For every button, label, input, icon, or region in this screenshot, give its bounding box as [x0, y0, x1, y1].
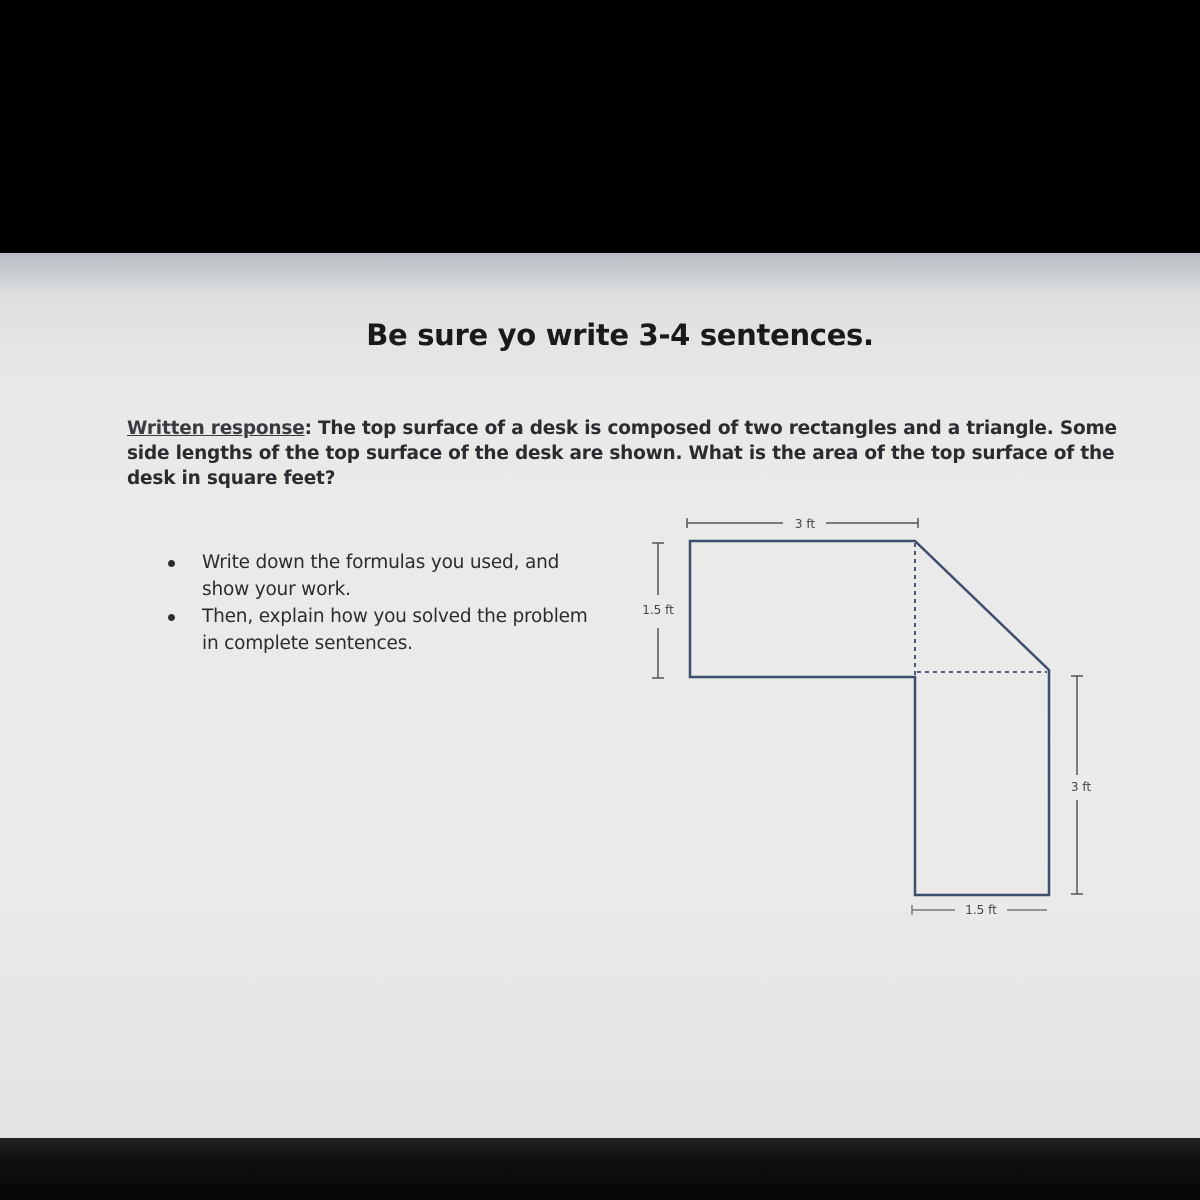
monitor-bezel: [0, 1138, 1200, 1200]
page-title: Be sure yo write 3-4 sentences.: [366, 318, 874, 352]
top-width-label: 3 ft: [794, 517, 816, 531]
question-text: [127, 416, 1117, 491]
instruction-list: [164, 549, 604, 657]
right-height-label: 3 ft: [1070, 780, 1092, 794]
list-item: [164, 549, 604, 603]
instruction-text: Then, explain how you solved the problem in complete sentences.: [202, 606, 588, 654]
monitor-screen: [0, 253, 1200, 1138]
left-height-label: 1.5 ft: [642, 603, 674, 617]
bottom-width-label: 1.5 ft: [965, 903, 997, 917]
bullet-icon: [168, 560, 175, 567]
bullet-icon: [168, 614, 175, 621]
question-lead: Written response: [127, 418, 305, 439]
list-item: [164, 603, 604, 657]
question-body: : The top surface of a desk is composed of two rectangles and a triangle. Some side lengths of the top surface of the desk are shown. What is the area of the top surface of the desk in square feet?: [127, 418, 1117, 489]
instruction-text: Write down the formulas you used, and show your work.: [202, 552, 560, 600]
